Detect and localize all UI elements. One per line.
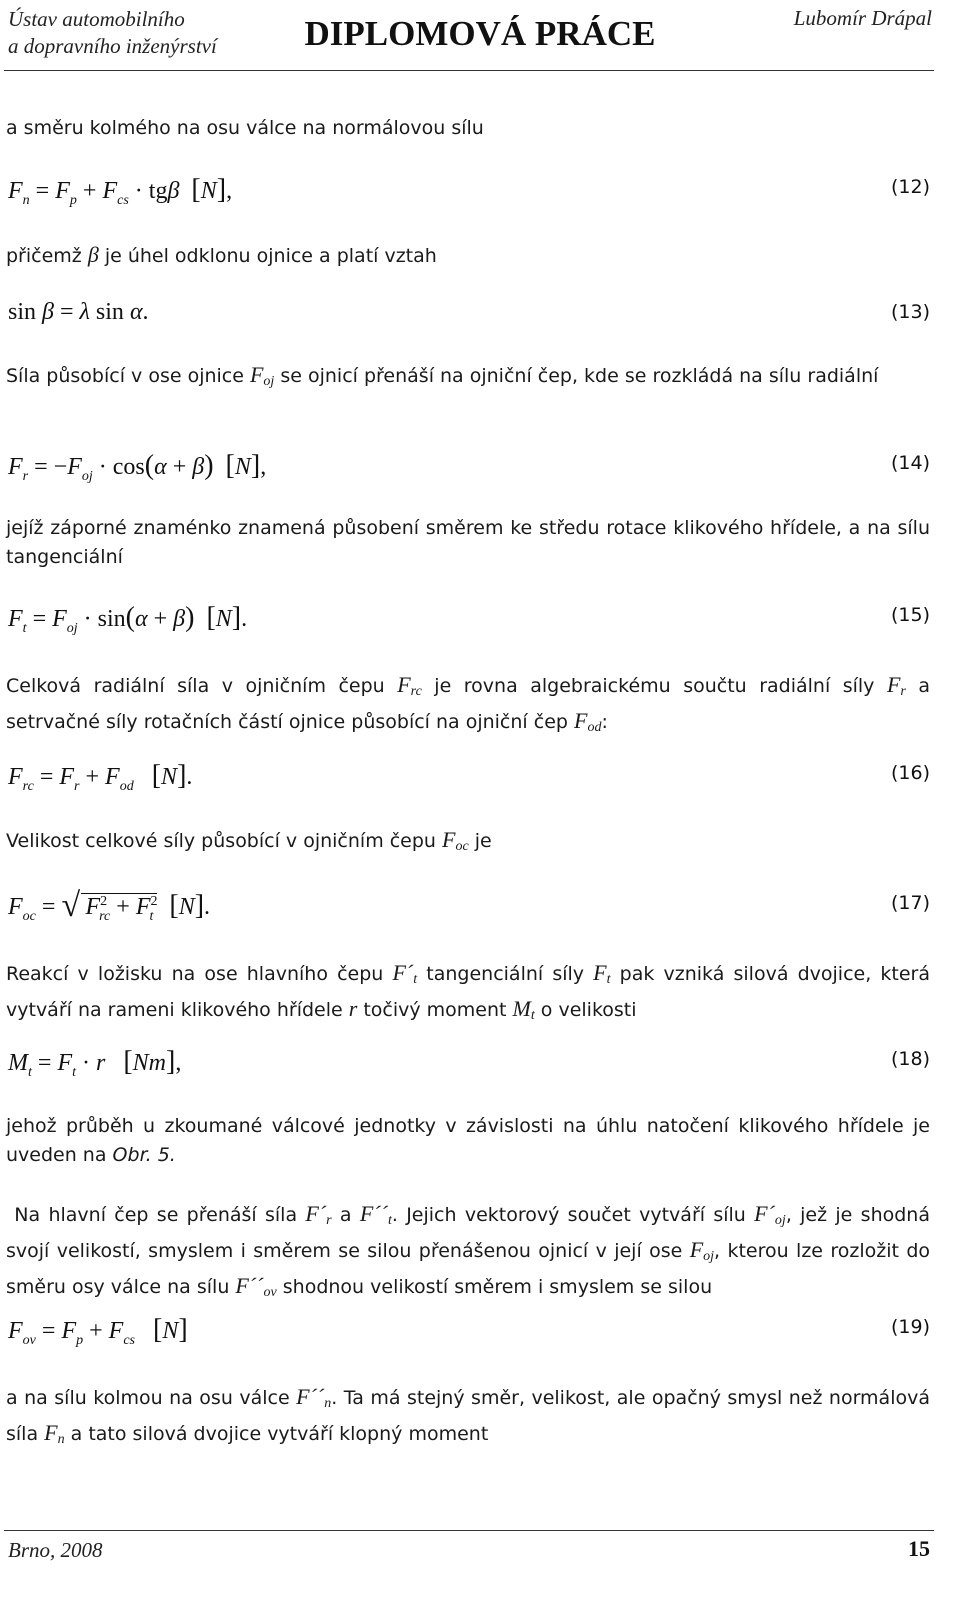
institute-line-1: Ústav automobilního <box>8 7 185 31</box>
equation-17 <box>8 886 930 926</box>
paragraph-5: Celková radiální síla v ojničním čepu $F_{rc}$ je rovna algebraickému součtu radiální síly $F_r$ a setrvačné síly rotačních částí ojnice působící na ojniční čep $F_{od}$: <box>6 672 930 735</box>
footer-place-year: Brno, 2008 <box>8 1538 103 1562</box>
equation-15 <box>8 598 930 638</box>
page-number: 15 <box>908 1536 930 1561</box>
paragraph-2: přičemž β je úhel odklonu ojnice a platí vztah <box>6 242 437 267</box>
institute-line-2: a dopravního inženýrství <box>8 34 217 58</box>
equation-12 <box>8 170 930 210</box>
paragraph-8: jehož průběh u zkoumané válcové jednotky v závislosti na úhlu natočení klikového hřídele je uveden na Obr. 5. <box>6 1115 930 1166</box>
paragraph-4: jejíž záporné znaménko znamená působení směrem ke středu rotace klikového hřídele, a na sílu tangenciální <box>6 517 930 568</box>
square-root-sign: √ $F^2_{rc} + F^2_t$ <box>61 887 158 924</box>
equation-16-number: (16) <box>890 762 930 784</box>
equation-13-number: (13) <box>890 301 930 323</box>
header-divider <box>4 70 934 71</box>
equation-14-formula: $F_r = -F_{oj} \cdot \cos(\alpha + \beta)$ [N], <box>8 450 267 484</box>
equation-19-number: (19) <box>890 1316 930 1338</box>
equation-18-formula: $M_t = F_t \cdot r$ [Nm], <box>8 1046 182 1080</box>
paragraph-1: a směru kolmého na osu válce na normálovou sílu <box>6 117 484 139</box>
footer-divider <box>4 1530 934 1531</box>
document-title: DIPLOMOVÁ PRÁCE <box>304 14 656 53</box>
equation-15-formula: $F_t = F_{oj} \cdot \sin(\alpha + \beta)$ [N]. <box>8 602 248 636</box>
equation-13 <box>8 295 930 335</box>
paragraph-10: a na sílu kolmou na osu válce $F´´_n$. Ta má stejný směr, velikost, ale opačný smysl než normálová síla $F_n$ a tato silová dvojice vytváří klopný moment <box>6 1384 930 1447</box>
equation-19 <box>8 1310 930 1350</box>
equation-16 <box>8 756 930 796</box>
equation-18 <box>8 1042 930 1082</box>
equation-12-number: (12) <box>890 176 930 198</box>
paragraph-9: Na hlavní čep se přenáší síla $F´_r$ a $F´´_t$. Jejich vektorový součet vytváří sílu $F´_{oj}$, jež je shodná svojí velikostí, smyslem i směrem se silou přenášenou ojnicí v její ose $F_{oj}$, kterou lze rozložit do směru osy válce na sílu $F´´_{ov}$ shodnou velikostí směrem i smyslem se silou <box>6 1201 931 1300</box>
equation-16-formula: $F_{rc} = F_r + F_{od}$ [N]. <box>8 760 193 794</box>
paragraph-3: Síla působící v ose ojnice $F_{oj}$ se ojnicí přenáší na ojniční čep, kde se rozkládá na sílu radiální <box>6 362 879 389</box>
equation-14 <box>8 446 930 486</box>
equation-17-number: (17) <box>890 892 930 914</box>
equation-14-number: (14) <box>890 452 930 474</box>
page-footer <box>0 1530 960 1590</box>
equation-18-number: (18) <box>890 1048 930 1070</box>
equation-12-formula: $F_n = F_p + F_{cs} \cdot tg\beta$ [N], <box>8 174 233 208</box>
equation-19-formula: $F_{ov} = F_p + F_{cs}$ [N] <box>8 1314 188 1348</box>
equation-13-formula: sin β = λ sin α. <box>8 299 149 325</box>
paragraph-7: Reakcí v ložisku na ose hlavního čepu $F´_t$ tangenciální síly $F_t$ pak vzniká silová dvojice, která vytváří na rameni klikového hřídele r točivý moment $M_t$ o velikosti <box>6 960 931 1023</box>
page-header <box>0 0 960 70</box>
equation-15-number: (15) <box>890 604 930 626</box>
author-name: Lubomír Drápal <box>793 6 932 30</box>
equation-17-formula: $F_{oc}$ = √ $F^2_{rc} + F^2_t$ [N]. <box>8 887 211 924</box>
paragraph-6: Velikost celkové síly působící v ojničním čepu $F_{oc}$ je <box>6 827 492 854</box>
